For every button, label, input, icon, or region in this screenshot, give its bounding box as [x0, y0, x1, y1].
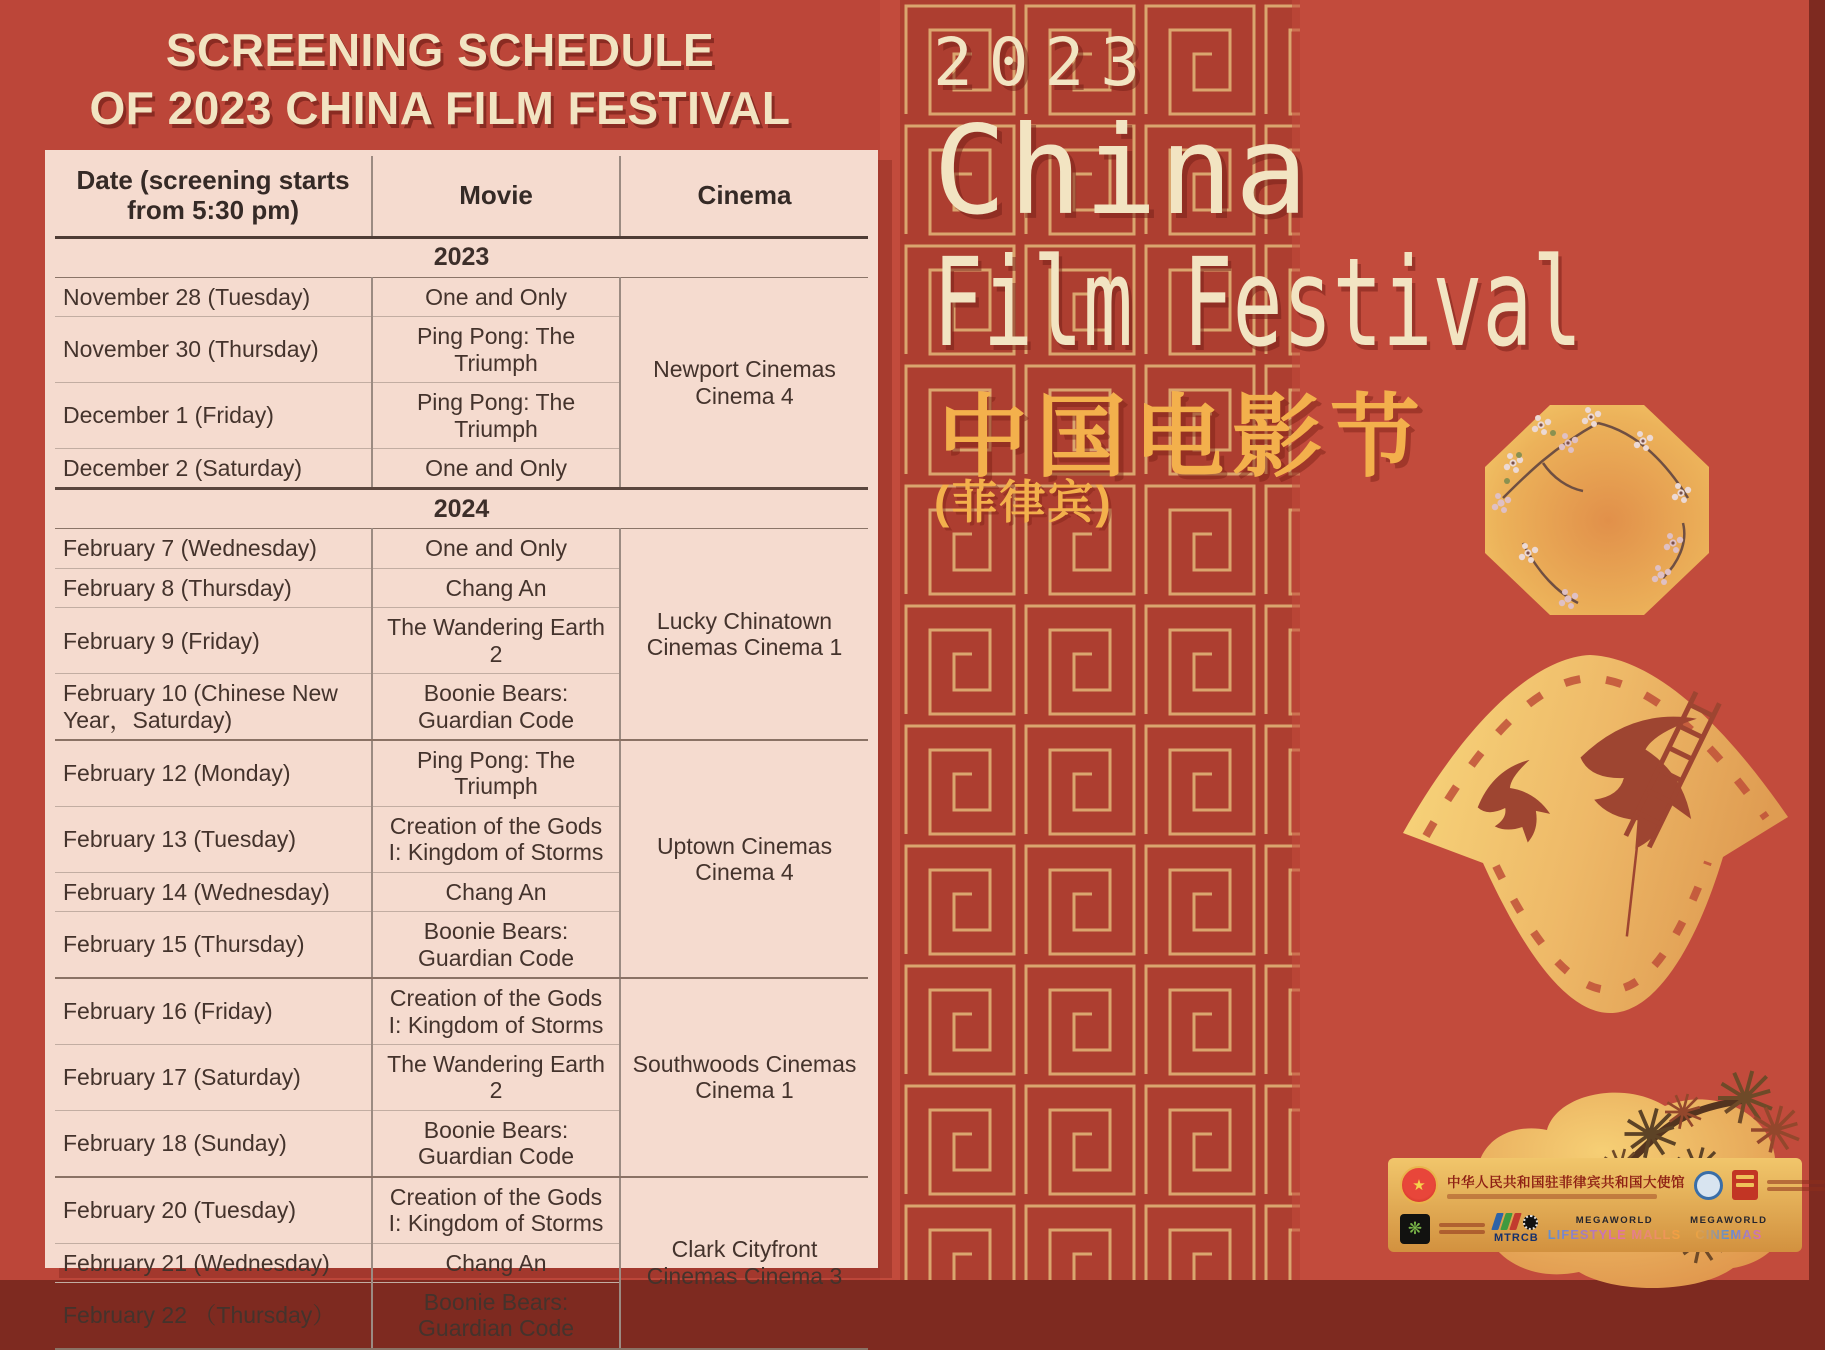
- cell-date: February 18 (Sunday): [55, 1110, 372, 1176]
- logo-row-partners: [1400, 1213, 1790, 1244]
- cell-movie: Ping Pong: The Triumph: [372, 383, 620, 449]
- cell-cinema: Clark Cityfront Cinemas Cinema 3: [620, 1177, 868, 1349]
- festival-title-cn: 中国电影节: [938, 388, 1428, 488]
- festival-title-en-line2: Film Festival: [933, 232, 1583, 374]
- embassy-name-en-bar: [1447, 1194, 1657, 1199]
- cell-date: February 22 （Thursday）: [55, 1283, 372, 1349]
- cell-date: February 13 (Tuesday): [55, 806, 372, 872]
- cell-cinema: Uptown Cinemas Cinema 4: [620, 740, 868, 978]
- cinemas-label: CINEMAS: [1695, 1227, 1763, 1242]
- year-section-label: 2023: [55, 237, 868, 277]
- cell-movie: One and Only: [372, 529, 620, 568]
- poster-title-line2: OF 2023 CHINA FILM FESTIVAL: [89, 81, 791, 134]
- cell-date: November 28 (Tuesday): [55, 277, 372, 316]
- year-section-row: [55, 489, 868, 529]
- logo-banner: [1388, 1158, 1802, 1252]
- cell-date: December 2 (Saturday): [55, 448, 372, 488]
- mtrcb-logo: [1494, 1213, 1539, 1244]
- poster-title-line1: SCREENING SCHEDULE: [165, 24, 715, 76]
- cell-date: November 30 (Thursday): [55, 317, 372, 383]
- schedule-header-row: [55, 156, 868, 237]
- cell-movie: The Wandering Earth 2: [372, 1044, 620, 1110]
- fan-swallows-ornament: [1378, 640, 1809, 1040]
- mtrcb-label: MTRCB: [1494, 1232, 1539, 1244]
- embassy-logo: [1447, 1171, 1685, 1199]
- cell-date: February 16 (Friday): [55, 978, 372, 1044]
- cell-movie: Ping Pong: The Triumph: [372, 317, 620, 383]
- cell-movie: Ping Pong: The Triumph: [372, 740, 620, 806]
- octagon-blossom-ornament: [1483, 403, 1711, 617]
- schedule-row: [55, 529, 868, 568]
- cell-movie: Creation of the Gods I: Kingdom of Storms: [372, 806, 620, 872]
- megaworld-lifestyle-malls-logo: [1548, 1215, 1681, 1242]
- festival-subtitle-philippines: (菲律宾): [934, 476, 1113, 528]
- film-reel-icon: [1523, 1215, 1538, 1230]
- cell-movie: Boonie Bears: Guardian Code: [372, 674, 620, 740]
- cell-date: December 1 (Friday): [55, 383, 372, 449]
- logo-row-embassy: [1400, 1166, 1790, 1204]
- china-emblem-icon: ★: [1400, 1166, 1438, 1204]
- cell-movie: Creation of the Gods I: Kingdom of Storms: [372, 1177, 620, 1243]
- schedule-table: [55, 156, 868, 1350]
- megaworld-cinemas-logo: [1690, 1215, 1767, 1242]
- cell-date: February 15 (Thursday): [55, 912, 372, 978]
- col-header-cinema: Cinema: [620, 156, 868, 237]
- blue-circle-logo: [1694, 1171, 1723, 1200]
- mtrcb-stripes-icon: [1494, 1213, 1538, 1230]
- col-header-date: Date (screening starts from 5:30 pm): [55, 156, 372, 237]
- film-org-logo: ❋: [1400, 1214, 1430, 1244]
- megaworld-label: MEGAWORLD: [1575, 1215, 1654, 1226]
- embassy-name-cn: 中华人民共和国驻菲律宾共和国大使馆: [1447, 1175, 1685, 1190]
- film-org-caption-lines: [1439, 1223, 1485, 1234]
- schedule-row: [55, 740, 868, 806]
- cell-movie: Creation of the Gods I: Kingdom of Storms: [372, 978, 620, 1044]
- cell-date: February 17 (Saturday): [55, 1044, 372, 1110]
- lifestyle-malls-label: LIFESTYLE MALLS: [1547, 1227, 1682, 1242]
- cell-movie: Boonie Bears: Guardian Code: [372, 1110, 620, 1176]
- red-square-logo: [1732, 1170, 1758, 1200]
- schedule-body: [55, 237, 868, 1349]
- cell-date: February 8 (Thursday): [55, 568, 372, 607]
- cell-movie: Chang An: [372, 1243, 620, 1282]
- cell-date: February 12 (Monday): [55, 740, 372, 806]
- schedule-row: [55, 277, 868, 316]
- cell-movie: One and Only: [372, 448, 620, 488]
- red-logo-caption-lines: [1767, 1180, 1825, 1191]
- cell-date: February 7 (Wednesday): [55, 529, 372, 568]
- schedule-row: [55, 1177, 868, 1243]
- cell-cinema: Newport Cinemas Cinema 4: [620, 277, 868, 489]
- cell-movie: Chang An: [372, 568, 620, 607]
- cell-date: February 10 (Chinese New Year，Saturday): [55, 674, 372, 740]
- cell-movie: Chang An: [372, 872, 620, 911]
- year-section-row: [55, 237, 868, 277]
- festival-title-en-line1: China: [933, 100, 1311, 242]
- cell-movie: The Wandering Earth 2: [372, 608, 620, 674]
- cell-cinema: Lucky Chinatown Cinemas Cinema 1: [620, 529, 868, 740]
- year-section-label: 2024: [55, 489, 868, 529]
- cell-date: February 9 (Friday): [55, 608, 372, 674]
- poster-title: [0, 22, 880, 137]
- megaworld-label-2: MEGAWORLD: [1690, 1215, 1768, 1226]
- festival-year: 2023: [933, 24, 1156, 101]
- cell-date: February 21 (Wednesday): [55, 1243, 372, 1282]
- cell-movie: One and Only: [372, 277, 620, 316]
- cell-movie: Boonie Bears: Guardian Code: [372, 912, 620, 978]
- schedule-panel: [45, 150, 878, 1342]
- cell-date: February 20 (Tuesday): [55, 1177, 372, 1243]
- schedule-row: [55, 978, 868, 1044]
- cell-movie: Boonie Bears: Guardian Code: [372, 1283, 620, 1349]
- col-header-movie: Movie: [372, 156, 620, 237]
- cell-date: February 14 (Wednesday): [55, 872, 372, 911]
- cell-cinema: Southwoods Cinemas Cinema 1: [620, 978, 868, 1177]
